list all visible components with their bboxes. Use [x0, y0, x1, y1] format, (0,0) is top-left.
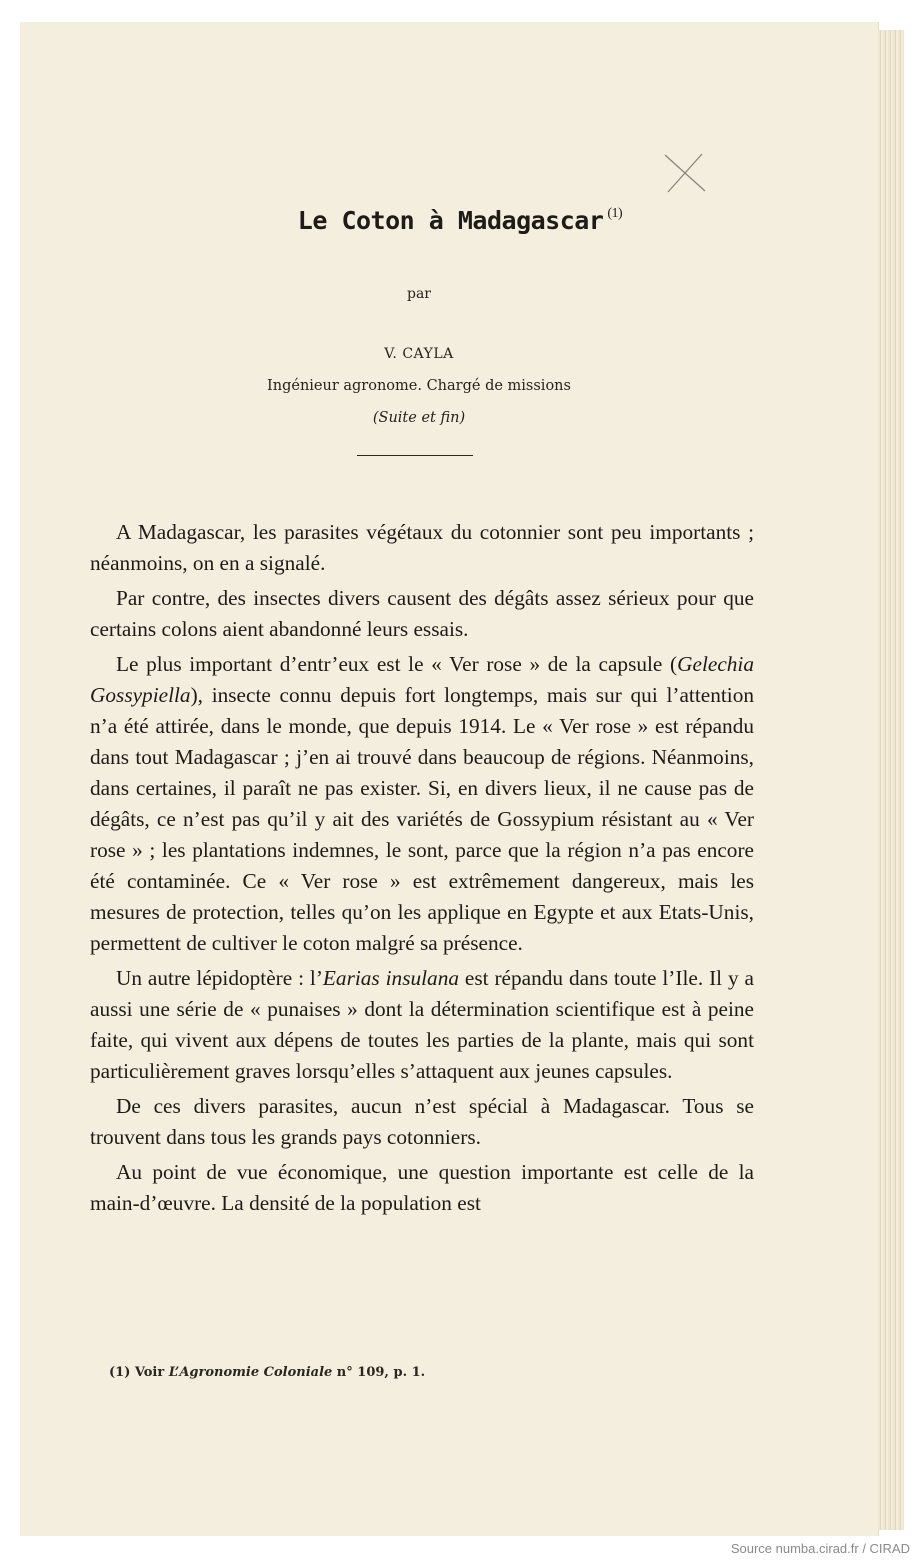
- article-title-text: Le Coton à Madagascar: [297, 206, 604, 235]
- footnote-suffix: n° 109, p. 1.: [332, 1365, 426, 1380]
- footnote-journal: L’Agronomie Coloniale: [168, 1365, 333, 1380]
- paragraph-2: [90, 583, 754, 645]
- paragraph-3: [90, 649, 754, 959]
- paragraph-6-text: Au point de vue économique, une question importante est celle de la main-d’œuvre. La densité de la population est: [90, 1160, 754, 1215]
- page-edges: [878, 30, 904, 1530]
- paragraph-3-text-a: Le plus important d’entr’eux est le « Ver rose » de la capsule (: [116, 652, 678, 676]
- paragraph-5-text: De ces divers parasites, aucun n’est spécial à Madagascar. Tous se trouvent dans tous les grands pays cotonniers.: [90, 1094, 754, 1149]
- footnote-prefix: (1) Voir: [109, 1365, 169, 1380]
- separator-rule: [357, 455, 473, 456]
- author-role: Ingénieur agronome. Chargé de missions: [267, 378, 571, 394]
- paragraph-4: [90, 963, 754, 1087]
- pencil-x-mark: [662, 152, 708, 194]
- footnote: [109, 1365, 425, 1380]
- author-name: V. CAYLA: [384, 346, 454, 362]
- paragraph-5: [90, 1091, 754, 1153]
- suite-et-fin: (Suite et fin): [372, 410, 466, 426]
- species-name-gelechia: Gelechia Gossypiella: [90, 652, 754, 707]
- paragraph-4-text-a: Un autre lépidoptère : l’: [116, 966, 323, 990]
- paragraph-2-text: Par contre, des insectes divers causent des dégâts assez sérieux pour que certains colons aient abandonné leurs essais.: [90, 586, 754, 641]
- paragraph-4-text-b: est répandu dans toute l’Ile. Il y a aussi une série de « punaises » dont la détermination scientifique est à peine faite, qui vivent aux dépens de toutes les parties de la plante, mais qui sont particulièrement graves lorsqu’elles s’attaquent aux jeunes capsules.: [90, 966, 754, 1083]
- paragraph-6: [90, 1157, 754, 1219]
- title-footnote-ref: (1): [607, 206, 623, 221]
- source-credit: Source numba.cirad.fr / CIRAD: [730, 1541, 910, 1556]
- species-name-earias: Earias insulana: [322, 966, 459, 990]
- article-body: [90, 517, 754, 1219]
- article-title: [0, 206, 920, 235]
- paragraph-1: [90, 517, 754, 579]
- byline-par: par: [406, 286, 431, 302]
- paragraph-1-text: A Madagascar, les parasites végétaux du cotonnier sont peu importants ; néanmoins, on en a signalé.: [90, 520, 754, 575]
- paragraph-3-text-b: ), insecte connu depuis fort longtemps, mais sur qui l’attention n’a été attirée, dans le monde, que depuis 1914. Le « Ver rose » est répandu dans tout Madagascar ; j’en ai trouvé dans beaucoup de régions. Néanmoins, dans certaines, il paraît ne pas exister. Si, en divers lieux, il ne cause pas de dégâts, ce n’est pas qu’il y ait des variétés de Gossypium résistant au « Ver rose » ; les plantations indemnes, le sont, parce que la région n’a pas encore été contaminée. Ce « Ver rose » est extrêmement dangereux, mais les mesures de protection, telles qu’on les applique en Egypte et aux Etats-Unis, permettent de cultiver le coton malgré sa présence.: [90, 683, 754, 955]
